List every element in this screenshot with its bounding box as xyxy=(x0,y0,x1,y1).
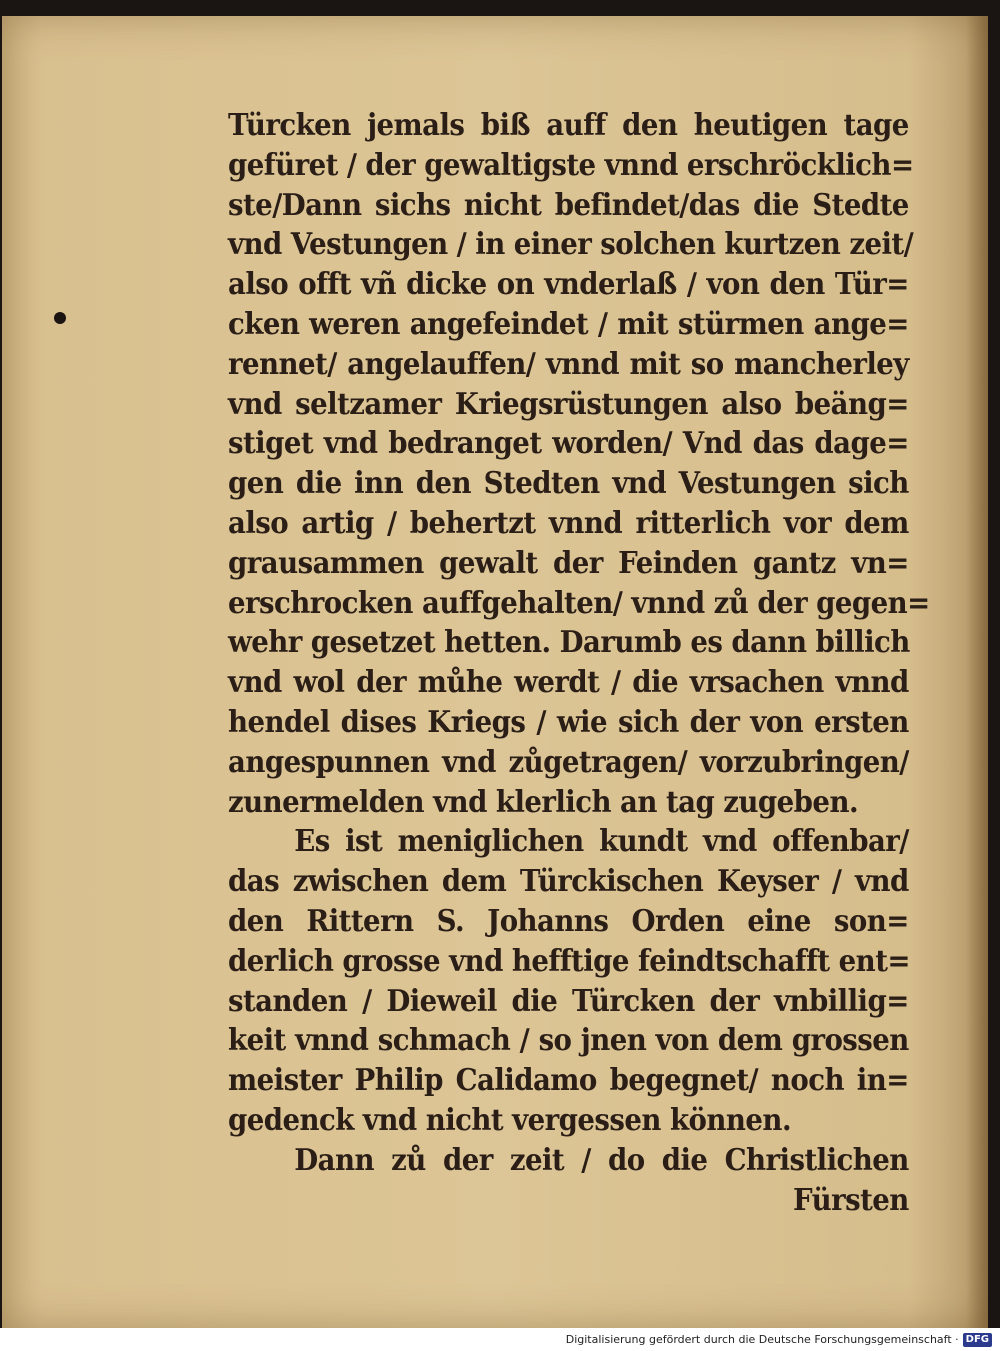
text-line: erschrocken auffgehalten/ vnnd zů der gegen= xyxy=(228,585,930,621)
text-line: also offt vñ dicke on vnderlaß / von den Tür= xyxy=(228,267,909,303)
catchword: Fürsten xyxy=(793,1182,909,1218)
text-line: meister Philip Calidamo begegnet/ noch in= xyxy=(228,1063,909,1099)
text-line: gefüret / der gewaltigste vnnd erschröcklich= xyxy=(228,147,914,183)
text-line: Dann zů der zeit / do die Christlichen xyxy=(294,1142,909,1178)
text-line: hendel dises Kriegs / wie sich der von ersten xyxy=(228,704,909,740)
dfg-logo: DFG xyxy=(963,1333,992,1347)
text-line: vnd wol der můhe werdt / die vrsachen vnnd xyxy=(228,665,909,701)
text-line: gedenck vnd nicht vergessen können. xyxy=(228,1102,792,1138)
text-line: zunermelden vnd klerlich an tag zugeben. xyxy=(228,784,859,820)
funding-credit: Digitalisierung gefördert durch die Deutsche Forschungsgemeinschaft · xyxy=(565,1333,959,1346)
text-block xyxy=(228,106,930,1220)
text-line: Türcken jemals biß auff den heutigen tage xyxy=(228,108,909,143)
text-line: gen die inn den Stedten vnd Vestungen sich xyxy=(228,466,909,502)
text-line: vnd seltzamer Kriegsrüstungen also beäng= xyxy=(228,386,909,422)
text-line: keit vnnd schmach / so jnen von dem grossen xyxy=(228,1023,909,1059)
book-page xyxy=(2,16,988,1328)
text-line: wehr gesetzet hetten. Darumb es dann billich xyxy=(228,625,910,661)
page-edge-shadow xyxy=(966,16,988,1328)
text-line: stiget vnd bedranget worden/ Vnd das dage= xyxy=(228,426,909,462)
text-line: vnd Vestungen / in einer solchen kurtzen zeit/ xyxy=(228,227,914,263)
text-line: Es ist meniglichen kundt vnd offenbar/ xyxy=(294,824,909,860)
margin-mark xyxy=(54,312,66,324)
digitization-footer xyxy=(0,1328,1000,1351)
text-line: derlich grosse vnd hefftige feindtschafft ent= xyxy=(228,943,910,979)
text-line: den Rittern S. Johanns Orden eine son= xyxy=(228,903,909,939)
text-line: also artig / behertzt vnnd ritterlich vor dem xyxy=(228,505,909,541)
text-line: das zwischen dem Türckischen Keyser / vnd xyxy=(228,864,909,900)
text-line: cken weren angefeindet / mit stürmen ange= xyxy=(228,306,909,342)
text-line: angespunnen vnd zůgetragen/ vorzubringen/ xyxy=(228,744,909,780)
text-line: standen / Dieweil die Türcken der vnbillig= xyxy=(228,983,909,1019)
text-line: ste/Dann sichs nicht befindet/das die Stedte xyxy=(228,187,909,223)
text-line: rennet/ angelauffen/ vnnd mit so mancherley xyxy=(228,346,909,382)
text-line: grausammen gewalt der Feinden gantz vn= xyxy=(228,545,909,581)
